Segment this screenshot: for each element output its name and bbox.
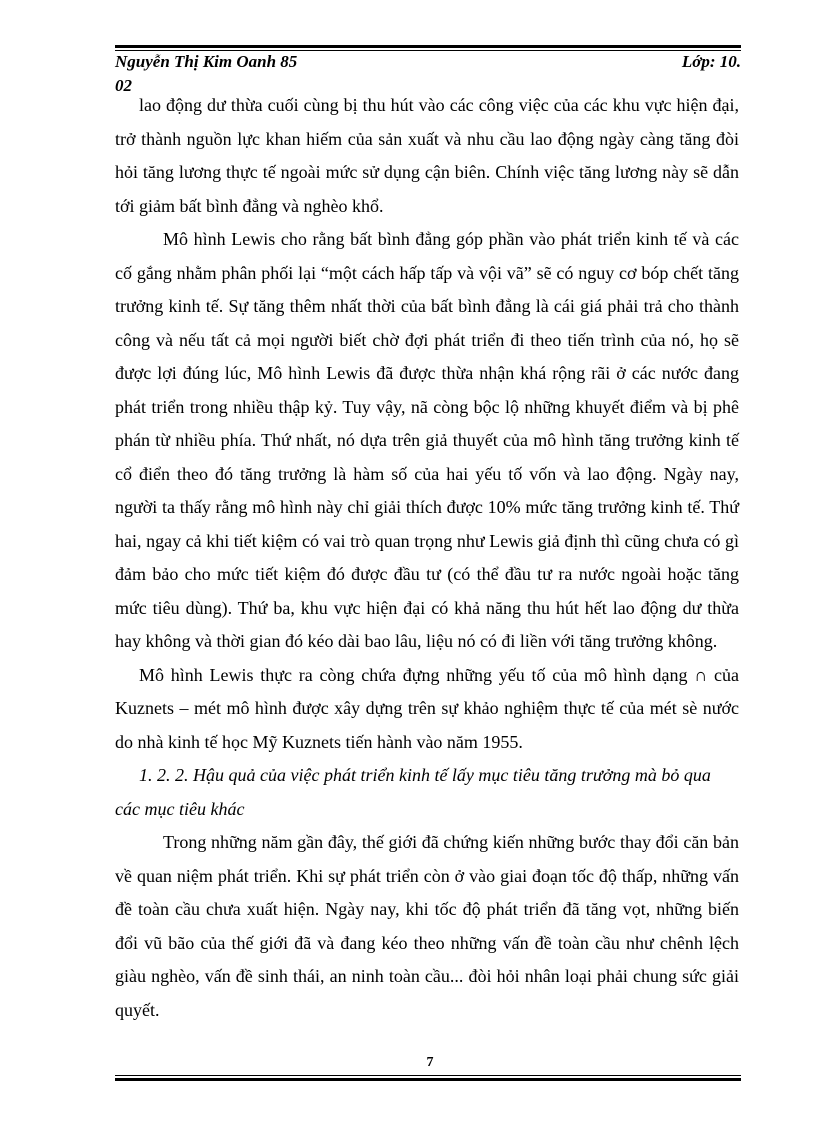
paragraph: lao động dư thừa cuối cùng bị thu hút vào các công việc của các khu vực hiện đại, trở thành nguồn lực khan hiếm của sản xuất và nhu cầu lao động ngày càng tăng đòi hỏi tăng lương thực tế ngoài mức sử dụng cận biên. Chính việc tăng lương này sẽ dẫn tới giảm bất bình đẳng và nghèo khổ. xyxy=(115,95,739,216)
header-author: Nguyễn Thị Kim Oanh 85 xyxy=(115,52,298,71)
paragraph: Mô hình Lewis thực ra còng chứa đựng những yếu tố của mô hình dạng ∩ của Kuznets – mét mô hình được xây dựng trên sự khảo nghiệm thực tế của mét sè nước do nhà kinh tế học Mỹ Kuznets tiến hành vào năm 1955. xyxy=(115,664,739,752)
section-heading: 1. 2. 2. Hậu quả của việc phát triển kinh tế lấy mục tiêu tăng trưởng mà bỏ qua các mục tiêu khác xyxy=(115,765,711,819)
page-number: 7 xyxy=(426,1055,434,1070)
header-author-continued: 02 xyxy=(115,76,132,95)
document-body xyxy=(115,89,739,1027)
paragraph: Trong những năm gần đây, thế giới đã chứng kiến những bước thay đổi căn bản về quan niệm phát triển. Khi sự phát triển còn ở vào giai đoạn tốc độ thấp, những vấn đề toàn cầu chưa xuất hiện. Ngày nay, khi tốc độ phát triển đã tăng vọt, những biến đổi vũ bão của thế giới đã và đang kéo theo những vấn đề toàn cầu như chênh lệch giàu nghèo, vấn đề sinh thái, an ninh toàn cầu... đòi hỏi nhân loại phải chung sức giải quyết. xyxy=(115,832,739,1020)
paragraph: Mô hình Lewis cho rằng bất bình đẳng góp phần vào phát triển kinh tế và các cố gắng nhằm phân phối lại “một cách hấp tấp và vội vã” sẽ có nguy cơ bóp chết tăng trưởng kinh tế. Sự tăng thêm nhất thời của bất bình đẳng là cái giá phải trả cho thành công và nếu tất cả mọi người biết chờ đợi phát triển đi theo tiến trình của nó, họ sẽ được lợi đúng lúc, Mô hình Lewis đã được thừa nhận khá rộng rãi ở các nước đang phát triển trong nhiều thập kỷ. Tuy vậy, nã còng bộc lộ những khuyết điểm và bị phê phán từ nhiều phía. Thứ nhất, nó dựa trên giả thuyết của mô hình tăng trưởng kinh tế cổ điển theo đó tăng trưởng là hàm số của hai yếu tố vốn và lao động. Ngày nay, người ta thấy rằng mô hình này chỉ giải thích được 10% mức tăng trưởng kinh tế. Thứ hai, ngay cả khi tiết kiệm có vai trò quan trọng như Lewis giả định thì cũng chưa có gì đảm bảo cho mức tiết kiệm đó được đầu tư (có thể đầu tư ra nước ngoài hoặc tăng mức tiêu dùng). Thứ ba, khu vực hiện đại có khả năng thu hút hết lao động dư thừa hay không và thời gian đó kéo dài bao lâu, liệu nó có đi liền với tăng trưởng không. xyxy=(115,229,739,651)
header-class: Lớp: 10. xyxy=(681,52,741,71)
footer-rule xyxy=(115,1075,741,1081)
